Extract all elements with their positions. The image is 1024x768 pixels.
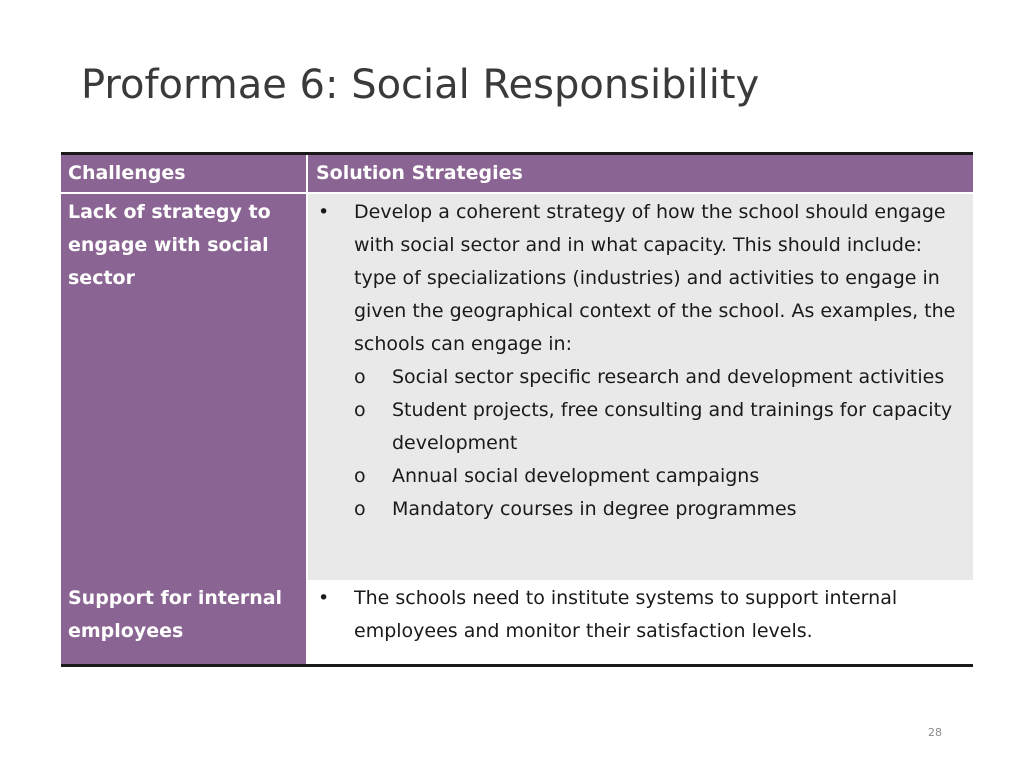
table-row (61, 194, 973, 580)
sub-item-text: Mandatory courses in degree programmes (392, 498, 797, 520)
challenge-cell: Lack of strategy to engage with social sector (61, 194, 306, 580)
solution-cell (306, 580, 973, 664)
sub-bullet-marker: o (354, 399, 366, 421)
proformae-table (61, 152, 973, 667)
sub-bullet-marker: o (354, 498, 366, 520)
challenge-cell: Support for internal employees (61, 580, 306, 664)
bullet-text: The schools need to institute systems to support internal employees and monitor their satisfaction levels. (354, 587, 898, 642)
sub-item (354, 361, 965, 394)
bullet-item (316, 582, 965, 648)
sub-list (354, 361, 965, 526)
header-challenges: Challenges (61, 155, 306, 192)
sub-item (354, 493, 965, 526)
slide-title: Proformae 6: Social Responsibility (81, 62, 760, 108)
solution-cell (306, 194, 973, 580)
table-header-row (61, 155, 973, 194)
table-row (61, 580, 973, 664)
sub-item-text: Annual social development campaigns (392, 465, 760, 487)
sub-bullet-marker: o (354, 366, 366, 388)
sub-item (354, 460, 965, 493)
sub-item (354, 394, 965, 460)
sub-bullet-marker: o (354, 465, 366, 487)
bullet-text: Develop a coherent strategy of how the school should engage with social sector and in what capacity. This should include: type of specializations (industries) and activities to engage in given the geographical context of the school. As examples, the schools can engage in: (354, 201, 956, 355)
page-number: 28 (928, 726, 942, 739)
bullet-item (316, 196, 965, 361)
header-solution-strategies: Solution Strategies (306, 155, 973, 192)
sub-item-text: Student projects, free consulting and trainings for capacity development (392, 399, 953, 454)
sub-item-text: Social sector specific research and development activities (392, 366, 945, 388)
bullet-marker: • (318, 587, 330, 609)
bullet-marker: • (318, 201, 330, 223)
